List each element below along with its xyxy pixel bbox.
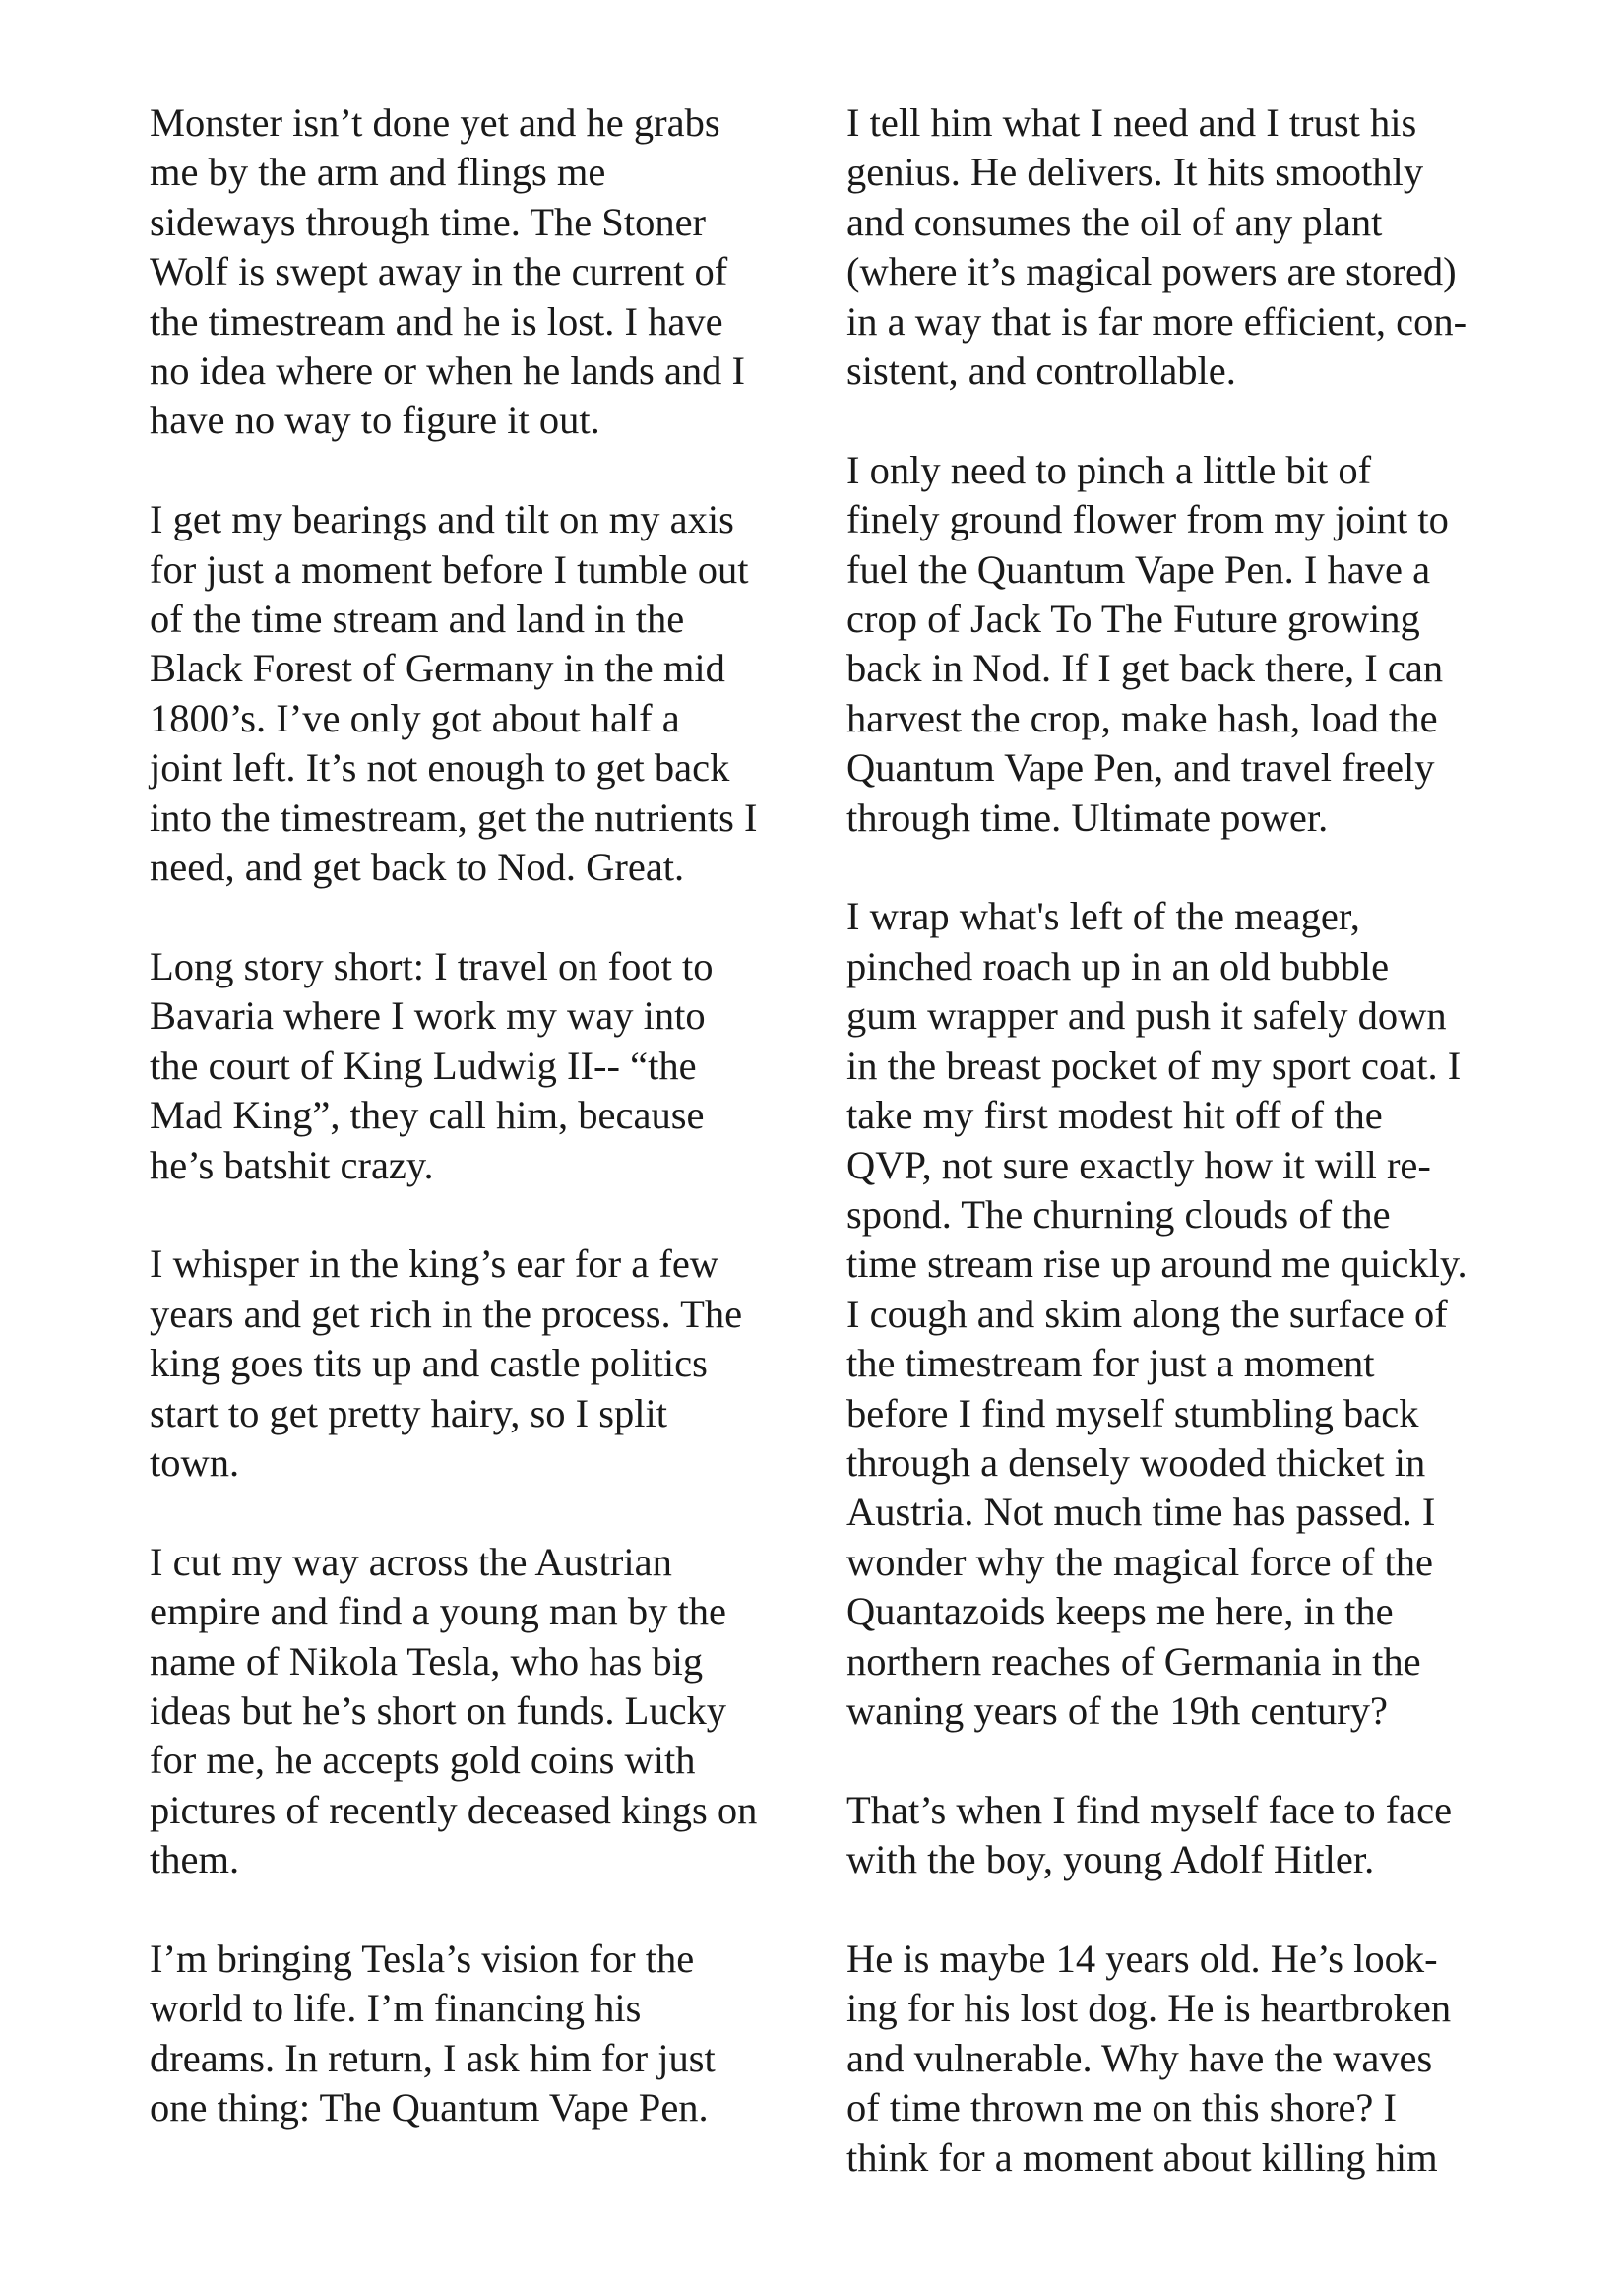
text-line: sistent, and controllable. [846,349,1236,394]
text-line: finely ground flower from my joint to [846,497,1449,542]
paragraph [150,98,799,446]
paragraph [150,495,799,892]
text-line: spond. The churning clouds of the [846,1191,1391,1237]
paragraph [846,892,1496,1736]
text-line: them. [150,1837,240,1882]
text-line: Black Forest of Germany in the mid [150,646,725,691]
text-line: I cut my way across the Austrian [150,1539,672,1584]
text-line: That’s when I find myself face to face [846,1787,1453,1832]
text-line: he’s batshit crazy. [150,1142,434,1187]
text-line: of the time stream and land in the [150,597,685,642]
text-line: (where it’s magical powers are stored) [846,249,1457,294]
text-line: Monster isn’t done yet and he grabs [150,100,720,145]
text-line: crop of Jack To The Future growing [846,597,1420,642]
text-line: genius. He delivers. It hits smoothly [846,150,1424,195]
text-line: take my first modest hit off of the [846,1093,1383,1138]
text-line: 1800’s. I’ve only got about half a [150,695,680,740]
text-line: of time thrown me on this shore? I [846,2085,1398,2130]
text-line: through time. Ultimate power. [846,795,1329,840]
text-line: have no way to figure it out. [150,398,600,443]
text-line: need, and get back to Nod. Great. [150,845,685,890]
right-column [846,98,1496,2232]
text-line: back in Nod. If I get back there, I can [846,646,1444,691]
text-line: with the boy, young Adolf Hitler. [846,1837,1375,1882]
text-line: in a way that is far more efficient, con- [846,298,1468,344]
text-line: world to life. I’m financing his [150,1986,642,2031]
text-line: through a densely wooded thicket in [846,1439,1426,1485]
text-line: waning years of the 19th century? [846,1687,1388,1733]
text-line: in the breast pocket of my sport coat. I [846,1043,1462,1088]
text-line: ideas but he’s short on funds. Lucky [150,1687,727,1733]
text-line: before I find myself stumbling back [846,1390,1419,1435]
text-line: me by the arm and flings me [150,150,606,195]
text-line: QVP, not sure exactly how it will re- [846,1142,1431,1187]
text-line: Quantum Vape Pen, and travel freely [846,745,1435,791]
text-line: empire and find a young man by the [150,1589,726,1634]
text-line: wonder why the magical force of the [846,1539,1434,1584]
text-line: pictures of recently deceased kings on [150,1787,758,1832]
text-line: king goes tits up and castle politics [150,1341,708,1386]
paragraph [846,1786,1496,1885]
text-line: Wolf is swept away in the current of [150,249,728,294]
text-line: and consumes the oil of any plant [846,199,1383,244]
paragraph [846,446,1496,843]
paragraph [150,942,799,1190]
text-line: He is maybe 14 years old. He’s look- [846,1936,1438,1981]
text-line: I’m bringing Tesla’s vision for the [150,1936,695,1981]
text-line: no idea where or when he lands and I [150,349,746,394]
text-line: joint left. It’s not enough to get back [150,745,730,791]
text-line: one thing: The Quantum Vape Pen. [150,2085,709,2130]
text-line: sideways through time. The Stoner [150,199,707,244]
text-line: for me, he accepts gold coins with [150,1738,696,1783]
paragraph [150,1240,799,1488]
text-line: I only need to pinch a little bit of [846,447,1372,492]
text-line: for just a moment before I tumble out [150,546,749,592]
text-line: name of Nikola Tesla, who has big [150,1638,704,1684]
text-line: time stream rise up around me quickly. [846,1241,1468,1287]
text-line: the court of King Ludwig II-- “the [150,1043,697,1088]
text-line: Mad King”, they call him, because [150,1093,705,1138]
text-line: I tell him what I need and I trust his [846,100,1417,145]
text-line: Quantazoids keeps me here, in the [846,1589,1394,1634]
text-line: Austria. Not much time has passed. I [846,1490,1436,1535]
paragraph [150,1935,799,2133]
text-line: harvest the crop, make hash, load the [846,695,1438,740]
text-line: fuel the Quantum Vape Pen. I have a [846,546,1431,592]
text-line: dreams. In return, I ask him for just [150,2035,716,2080]
text-line: into the timestream, get the nutrients I [150,795,758,840]
text-line: town. [150,1439,240,1485]
text-line: ing for his lost dog. He is heartbroken [846,1986,1452,2031]
text-line: the timestream and he is lost. I have [150,298,723,344]
left-column [150,98,799,2183]
text-line: the timestream for just a moment [846,1341,1375,1386]
paragraph [846,98,1496,396]
paragraph [150,1538,799,1885]
paragraph [846,1935,1496,2183]
text-line: gum wrapper and push it safely down [846,993,1447,1039]
text-line: Bavaria where I work my way into [150,993,706,1039]
text-line: pinched roach up in an old bubble [846,943,1390,988]
text-line: I cough and skim along the surface of [846,1291,1448,1336]
text-line: and vulnerable. Why have the waves [846,2035,1433,2080]
text-line: start to get pretty hairy, so I split [150,1390,668,1435]
text-line: northern reaches of Germania in the [846,1638,1421,1684]
text-line: think for a moment about killing him [846,2134,1438,2180]
text-line: I whisper in the king’s ear for a few [150,1241,719,1287]
text-line: I get my bearings and tilt on my axis [150,497,734,542]
text-line: years and get rich in the process. The [150,1291,743,1336]
text-line: Long story short: I travel on foot to [150,943,714,988]
text-line: I wrap what's left of the meager, [846,894,1360,939]
